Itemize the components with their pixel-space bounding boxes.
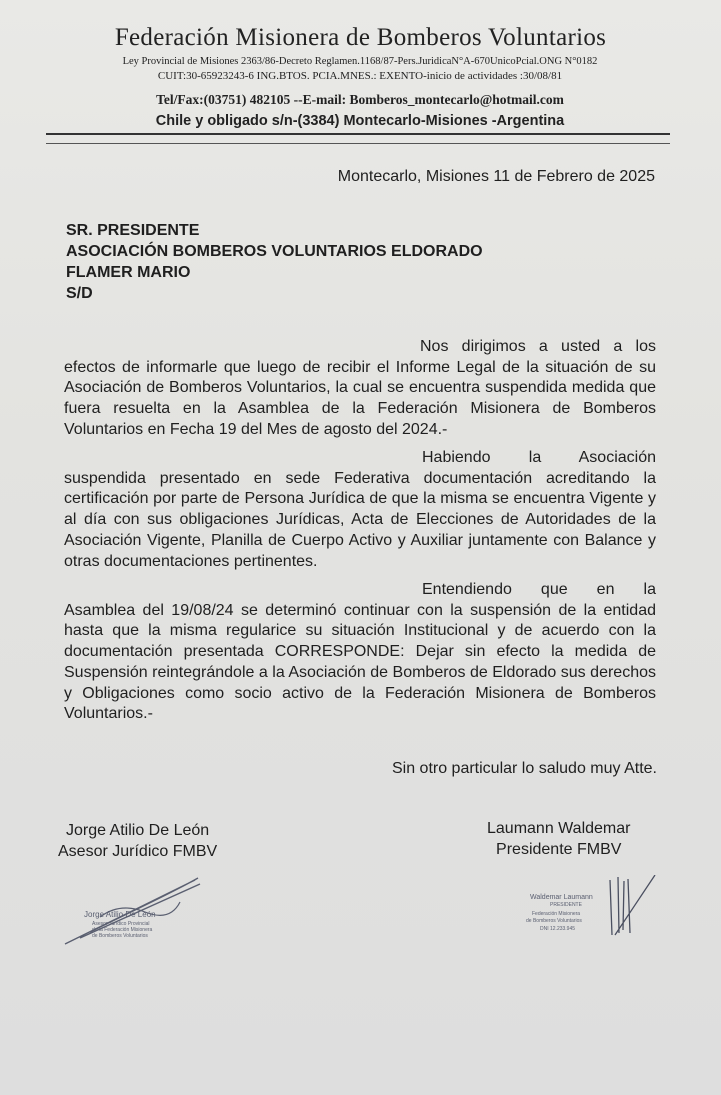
recipient-organization: ASOCIACIÓN BOMBEROS VOLUNTARIOS ELDORADO <box>66 243 483 260</box>
letterhead-address-line: Chile y obligado s/n-(3384) Montecarlo-Misiones -Argentina <box>155 113 565 129</box>
signature-block-right <box>487 818 630 860</box>
signer-left-name: Jorge Atilio De León <box>65 822 210 839</box>
letterhead-contact-line: Tel/Fax:(03751) 482105 --E-mail: Bomberos_montecarlo@hotmail.com <box>156 92 564 107</box>
paragraph-2: Habiendo la Asociación suspendida presentado en sede Federativa documentación acreditando la certificación por parte de Persona Jurídica de que la misma se encuentra Vigente y al día con sus obligaciones Jurídicas, Acta de Elecciones de Autoridades de la Asociación Vigente, Planilla de Cuerpo Activo y Auxiliar juntamente con Balance y otras documentaciones pertinentes. <box>64 449 656 570</box>
svg-text:DNI 12.233.945: DNI 12.233.945 <box>540 926 576 932</box>
header-divider-thick <box>46 133 670 135</box>
recipient-name: FLAMER MARIO <box>66 264 191 281</box>
svg-text:de Bomberos Voluntarios: de Bomberos Voluntarios <box>526 918 582 924</box>
recipient-block <box>66 220 483 304</box>
letterhead-cuit-line: CUIT:30-65923243-6 ING.BTOS. PCIA.MNES.: EXENTO-inicio de actividades :30/08/81 <box>157 70 563 82</box>
closing-line: Sin otro particular lo saludo muy Atte. <box>391 760 657 777</box>
signer-right-role: Presidente FMBV <box>496 841 622 858</box>
recipient-sd: S/D <box>66 285 93 302</box>
letterhead-title: Federación Misionera de Bomberos Voluntarios <box>114 24 607 51</box>
signature-stamp-right <box>520 875 670 960</box>
paragraph-1: Nos dirigimos a usted a los efectos de informarle que luego de recibir el Informe Legal de la situación de su Asociación de Bomberos Voluntarios, la cual se encuentra suspendida medida que fuera resuelta en la Asamblea de la Federación Misionera de Bomberos Voluntarios en Fecha 19 del Mes de agosto del 2024.- <box>64 338 656 438</box>
svg-text:Asesor Jurídico Provincial: Asesor Jurídico Provincial <box>92 921 150 927</box>
svg-text:Jorge Atilio De León: Jorge Atilio De León <box>84 910 156 919</box>
letter-date: Montecarlo, Misiones 11 de Febrero de 2025 <box>337 168 655 185</box>
header-divider-thin <box>46 143 670 144</box>
paragraph-3: Entendiendo que en la Asamblea del 19/08/24 se determinó continuar con la suspensión de la entidad hasta que la misma regularice su situación Institucional y de acuerdo con la documentación presentada CORRESPONDE: Dejar sin efecto la medida de Suspensión reintegrándole a la Asociación de Bomberos de Eldorado sus derechos y Obligaciones como socio activo de la Federación Misionera de Bomberos Voluntarios.- <box>64 581 656 723</box>
signer-right-name: Laumann Waldemar <box>487 820 631 837</box>
letterhead-legal-line: Ley Provincial de Misiones 2363/86-Decreto Reglamen.1168/87-Pers.JuridicaN°A-670UnicoPcial.ONG N°0182 <box>122 56 598 67</box>
svg-text:de Bomberos Voluntarios: de Bomberos Voluntarios <box>92 933 148 939</box>
svg-text:Waldemar Laumann: Waldemar Laumann <box>530 894 593 901</box>
signature-stamp-left <box>60 872 220 952</box>
svg-text:Federación Misionera: Federación Misionera <box>532 911 581 917</box>
recipient-title: SR. PRESIDENTE <box>66 222 200 239</box>
signature-block-left <box>58 820 217 862</box>
svg-text:PRESIDENTE: PRESIDENTE <box>550 902 582 908</box>
svg-text:de la Federación Misionera: de la Federación Misionera <box>92 927 153 933</box>
signer-left-role: Asesor Jurídico FMBV <box>58 843 218 860</box>
